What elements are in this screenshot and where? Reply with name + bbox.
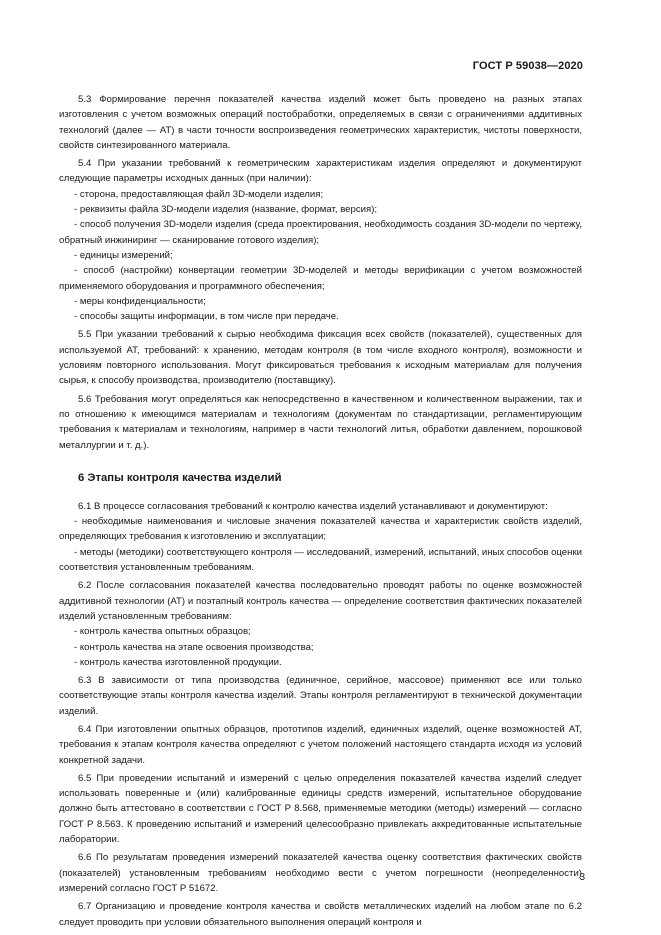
list-item: - сторона, предоставляющая файл 3D-модели изделия; [74,188,324,200]
list-item: - единицы измерений; [74,249,173,261]
list-item: - контроль качества опытных образцов; [74,626,251,638]
paragraph-6-5: 6.5 При проведении испытаний и измерений с целью определения показателей качества изделий следует использовать поверенные и (или) калиброванные единицы средств измерений, испытательное оборудование должно быть аттестовано в соответствии с ГОСТ Р 8.568, применяемые методики (методы) измерений — согласно ГОСТ Р 8.563. К проведению испытаний и измерений целесообразно привлекать аккредитованные испытательные лаборатории. [59,772,582,846]
standard-code-header: ГОСТ Р 59038—2020 [472,60,583,72]
paragraph-6-7: 6.7 Организацию и проведение контроля качества и свойств металлических изделий на любом этапе по 6.2 следует проводить при условии обязательного выполнения операций контроля и [59,901,582,928]
paragraph-5-4: 5.4 При указании требований к геометрическим характеристикам изделия определяют и документируют следующие параметры исходных данных (при наличии): [59,158,582,185]
list-item: - способ (настройки) конвертации геометрии 3D-моделей и методы верификации с учетом возможностей применяемого оборудования и программного обеспечения; [59,265,582,292]
list-item: - контроль качества на этапе освоения производства; [74,641,314,653]
page-number: 3 [579,872,585,883]
list-item: - меры конфиденциальности; [74,295,206,307]
list-item: - способ получения 3D-модели изделия (среда проектирования, необходимость создания 3D-модели по чертежу, обратный инжиниринг — сканирование готового изделия); [59,219,582,246]
paragraph-6-6: 6.6 По результатам проведения измерений показателей качества оценку соответствия фактических свойств (показателей) установленным требованиям необходимо вести с учетом погрешности (неопределенности) измерений согласно ГОСТ Р 51672. [59,852,582,894]
paragraph-5-5: 5.5 При указании требований к сырью необходима фиксация всех свойств (показателей), существенных для используемой АТ, требований: к хранению, методам контроля (в том числе входного контроля), возможности и условиям повторного использования. Могут фиксироваться требования к исходным материалам для получения сырья, к способу производства, производителю (поставщику). [59,329,582,387]
section-6-heading: 6 Этапы контроля качества изделий [78,471,282,484]
paragraph-6-3: 6.3 В зависимости от типа производства (единичное, серийное, массовое) применяют все или только соответствующие этапы контроля качества изделий. Этапы контроля регламентируют в технической документации изделий. [59,675,582,717]
document-body [59,92,582,930]
paragraph-6-2: 6.2 После согласования показателей качества последовательно проводят работы по оценке возможностей аддитивной технологии (АТ) и поэтапный контроль качества — определение соответствия фактических показателей изделий установленным требованиям: [59,580,582,622]
list-item: - контроль качества изготовленной продукции. [74,656,282,668]
list-item: - реквизиты файла 3D-модели изделия (название, формат, версия); [74,204,378,216]
list-item: - необходимые наименования и числовые значения показателей качества и характеристик свойств изделий, определяющих требования к изготовлению и эксплуатации; [59,516,582,543]
list-item: - методы (методики) соответствующего контроля — исследований, измерений, испытаний, иных способов оценки соответствия установленным требованиям. [59,546,582,574]
paragraph-6-1: 6.1 В процессе согласования требований к контролю качества изделий устанавливают и документируют: [78,500,548,512]
paragraph-5-6: 5.6 Требования могут определяться как непосредственно в качественном и количественном выражении, так и по отношению к имеющимся материалам и технологиям (документам по стандартизации, регламентирующим требования к материалам и технологиям, например в части технологий литья, обработки давлением, порошковой металлургии и т. д.). [59,393,582,451]
list-item: - способы защиты информации, в том числе при передаче. [74,311,339,323]
paragraph-5-3: 5.3 Формирование перечня показателей качества изделий может быть проведено на разных этапах изготовления с учетом возможных операций постобработки, определяемых в связи с ограничениями аддитивных технологий (далее — АТ) в части точности воспроизведения геометрических характеристик, чистоты поверхности, свойств синтезированного материала. [59,94,582,151]
paragraph-6-4: 6.4 При изготовлении опытных образцов, прототипов изделий, единичных изделий, оценке возможностей АТ, требования к этапам контроля качества определяют с учетом положений настоящего стандарта исходя из условий конкретной задачи. [59,723,582,766]
